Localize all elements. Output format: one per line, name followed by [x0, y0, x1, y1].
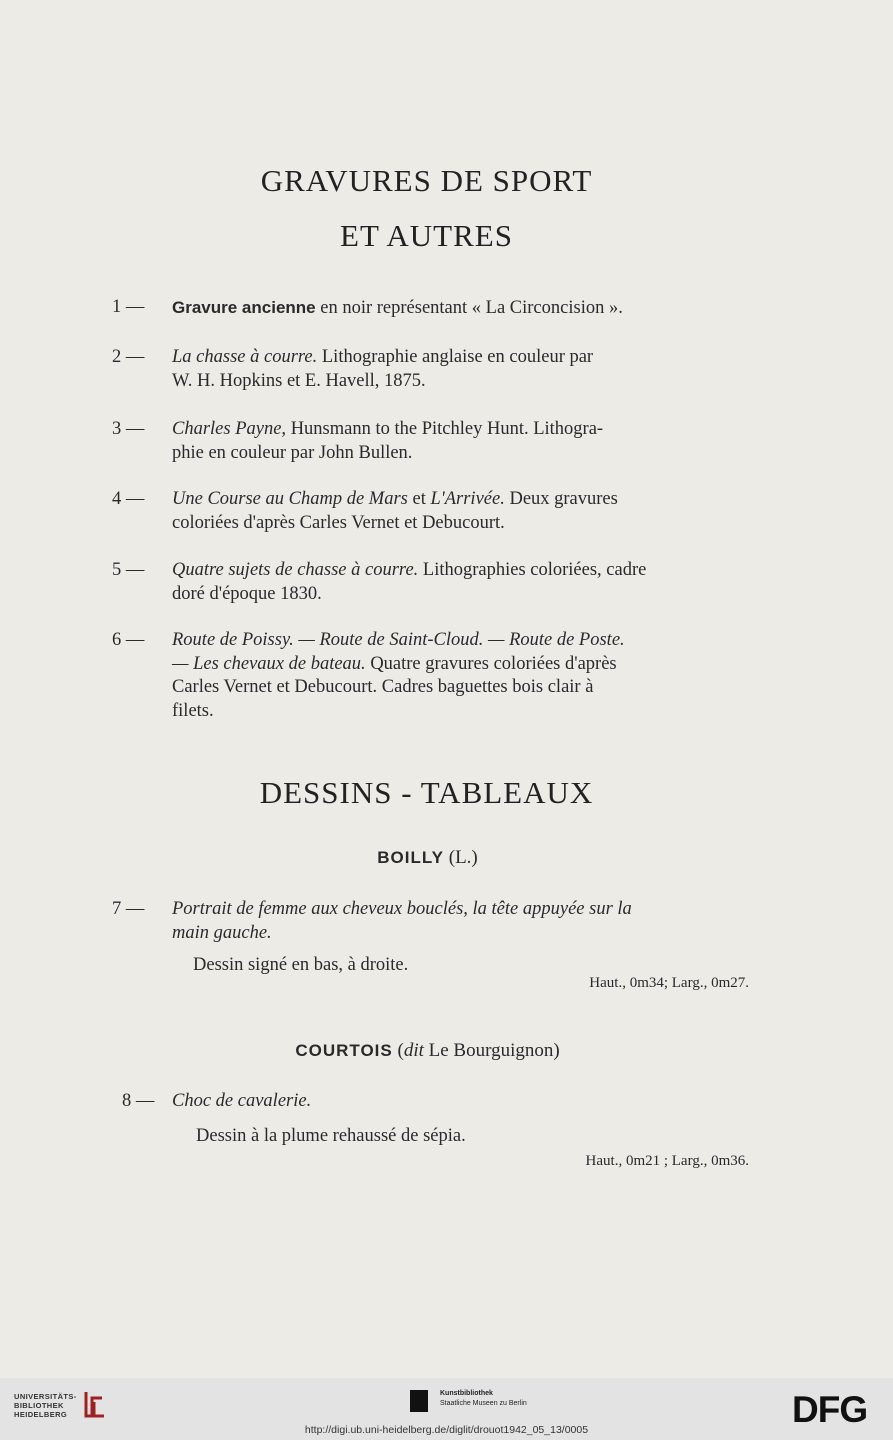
entry-title-cont: — Les chevaux de bateau. [172, 653, 366, 674]
entry-text-cont-3: filets. [172, 700, 214, 721]
entry-text-cont: coloriées d'après Carles Vernet et Debucourt. [172, 512, 505, 533]
entry-description: Dessin à la plume rehaussé de sépia. [196, 1126, 466, 1146]
entry-title: Portrait de femme aux cheveux bouclés, la tête appuyée sur la [172, 899, 632, 919]
entry-dimensions: Haut., 0m21 ; Larg., 0m36. [585, 1153, 749, 1169]
artist-heading-courtois [0, 1040, 855, 1062]
entry-number: 6 — [112, 630, 145, 650]
catalog-entry-7 [112, 898, 752, 945]
ub-heidelberg-logo-text: UNIVERSITÄTS- BIBLIOTHEK HEIDELBERG [14, 1392, 77, 1419]
dfg-logo: DFG [792, 1389, 868, 1430]
entry-title: Quatre sujets de chasse à courre. [172, 560, 419, 580]
catalog-entry-5 [112, 559, 752, 606]
entry-text-cont-2: Carles Vernet et Debucourt. Cadres baguettes bois clair à [172, 677, 594, 697]
entry-text: Quatre gravures coloriées d'après [365, 653, 617, 674]
entry-title: Charles Payne, [172, 419, 287, 439]
entry-number: 4 — [112, 489, 145, 509]
entry-conjunction: et [407, 489, 431, 509]
entry-title: Gravure ancienne [172, 298, 316, 317]
entry-text: Deux gravures [504, 489, 618, 509]
entry-title: Choc de cavalerie. [172, 1091, 312, 1111]
entry-number: 5 — [112, 560, 145, 580]
catalog-entry-2 [112, 346, 752, 393]
entry-text-cont: W. H. Hopkins et E. Havell, 1875. [172, 370, 426, 391]
catalog-entry-1 [112, 296, 752, 321]
catalog-entry-6 [112, 629, 752, 723]
entry-number: 1 — [112, 297, 145, 317]
entry-text: Hunsmann to the Pitchley Hunt. Lithogra- [286, 419, 604, 439]
entry-title: Route de Poissy. — Route de Saint-Cloud. — Route de Poste. [172, 630, 625, 650]
artist-alias: Le Bourguignon) [423, 1040, 560, 1061]
entry-title-cont: main gauche. [172, 922, 272, 943]
entry-text-cont: doré d'époque 1830. [172, 583, 322, 604]
entry-title: La chasse à courre. [172, 347, 318, 367]
catalog-entry-4 [112, 488, 752, 535]
entry-text: Lithographie anglaise en couleur par [317, 347, 594, 367]
kunstbibliothek-logo-text: Kunstbibliothek Staatliche Museen zu Berlin [440, 1390, 527, 1407]
permalink-url[interactable]: http://digi.ub.uni-heidelberg.de/diglit/drouot1942_05_13/0005 [304, 1424, 589, 1436]
artist-dit: dit [403, 1040, 424, 1061]
entry-text: Lithographies coloriées, cadre [418, 560, 647, 580]
entry-title-2: L'Arrivée. [430, 489, 505, 509]
entry-number: 7 — [112, 899, 145, 919]
entry-dimensions: Haut., 0m34; Larg., 0m27. [589, 975, 749, 991]
entry-text: en noir représentant « La Circoncision ». [315, 298, 623, 318]
entry-description: Dessin signé en bas, à droite. [193, 955, 409, 975]
artist-name: BOILLY [377, 848, 444, 867]
catalog-entry-3 [112, 418, 752, 465]
artist-heading-boilly [0, 847, 855, 869]
section-title-line2: ET AUTRES [340, 218, 513, 253]
artist-initial: (L.) [444, 847, 478, 868]
kunstbibliothek-logo-icon [410, 1390, 428, 1412]
entry-title: Une Course au Champ de Mars [172, 489, 408, 509]
entry-text-cont: phie en couleur par John Bullen. [172, 442, 413, 463]
catalog-entry-8 [112, 1090, 752, 1114]
artist-open-paren: ( [392, 1040, 404, 1061]
footer-bar [0, 1378, 893, 1440]
ub-heidelberg-logo-icon [82, 1388, 108, 1420]
entry-number: 2 — [112, 347, 145, 367]
entry-number: 8 — [122, 1091, 155, 1111]
section-title-line1: GRAVURES DE SPORT [260, 163, 593, 198]
section-title-dessins: DESSINS - TABLEAUX [259, 775, 594, 810]
entry-number: 3 — [112, 419, 145, 439]
artist-name: COURTOIS [295, 1041, 393, 1060]
